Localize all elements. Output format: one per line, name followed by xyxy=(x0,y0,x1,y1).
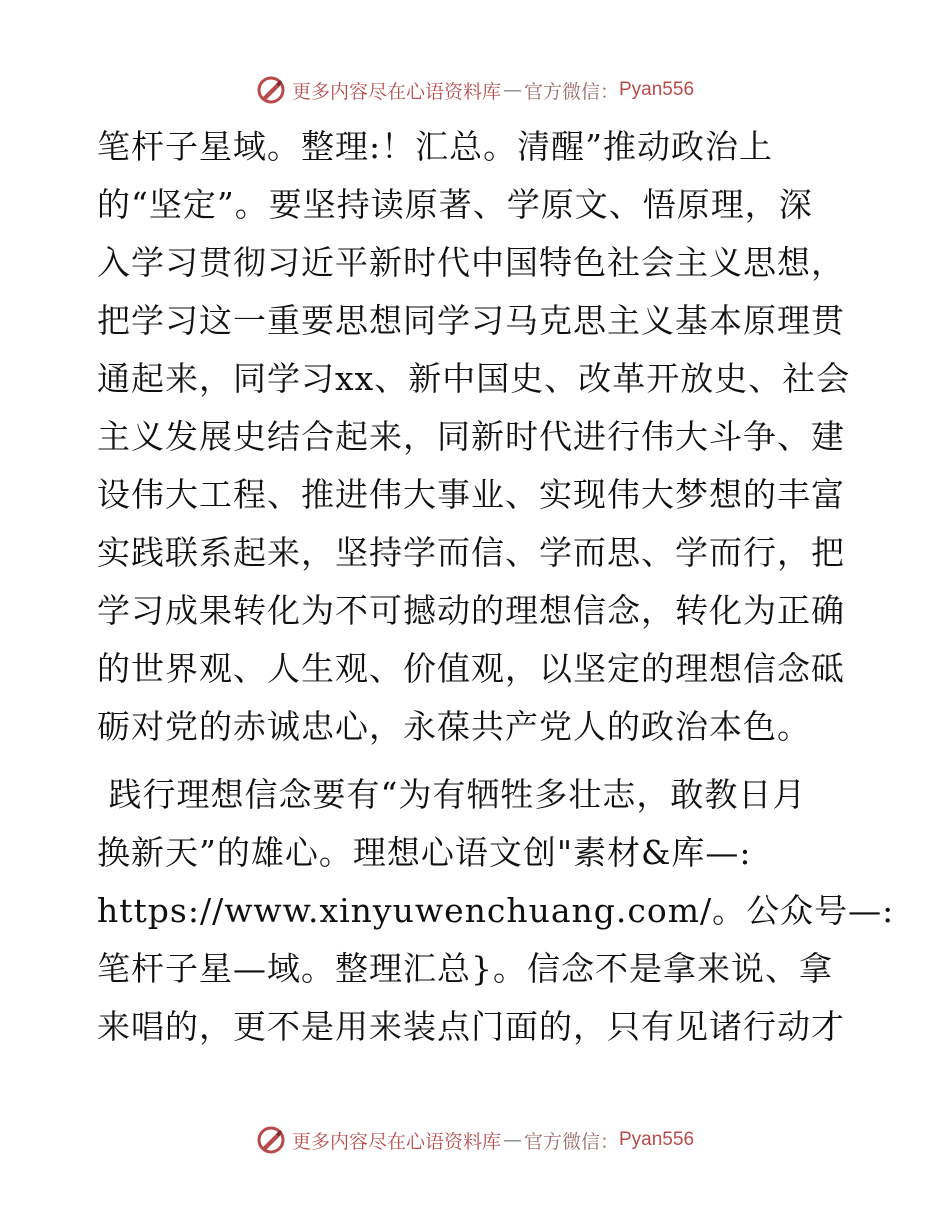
text-line: 的世界观、人生观、价值观，以坚定的理想信念砥 xyxy=(97,649,845,688)
text-line: 入学习贯彻习近平新时代中国特色社会主义思想， xyxy=(97,243,845,282)
banner-site-text: 更多内容尽在心语资料库 xyxy=(291,1130,501,1153)
header-banner xyxy=(0,70,950,110)
text-line: 主义发展史结合起来，同新时代进行伟大斗争、建 xyxy=(97,417,845,456)
pen-logo-icon xyxy=(256,75,286,105)
text-line: 设伟大工程、推进伟大事业、实现伟大梦想的丰富 xyxy=(97,475,845,514)
text-line: 砺对党的赤诚忠心，永葆共产党人的政治本色。 xyxy=(97,707,811,746)
banner-site-text: 更多内容尽在心语资料库 xyxy=(291,80,501,103)
text-line: 笔杆子星域。整理:！汇总。清醒”推动政治上 xyxy=(97,127,773,166)
text-line: 的“坚定”。要坚持读原著、学原文、悟原理，深 xyxy=(97,185,813,224)
text-line: 笔杆子星—域。整理汇总}。信念不是拿来说、拿 xyxy=(97,949,833,988)
banner-separator: — xyxy=(502,1129,522,1151)
text-line: 把学习这一重要思想同学习马克思主义基本原理贯 xyxy=(97,301,845,340)
banner-wechat-label: 官方微信： xyxy=(523,80,619,103)
banner-handle: Pyan556 xyxy=(619,79,695,100)
pen-logo-icon xyxy=(256,1125,286,1155)
banner-separator: — xyxy=(502,79,522,101)
url-text-line: https://www.xinyuwenchuang.com/。公众号—: xyxy=(97,891,895,930)
text-line: 实践联系起来，坚持学而信、学而思、学而行，把 xyxy=(97,533,845,572)
banner-wechat-label: 官方微信： xyxy=(523,1130,619,1153)
text-line: 通起来，同学习xx、新中国史、改革开放史、社会 xyxy=(97,359,851,398)
footer-banner xyxy=(0,1120,950,1160)
paragraph-spacer xyxy=(97,756,867,766)
paragraph-2 xyxy=(97,766,895,1056)
paragraph-1 xyxy=(97,118,867,756)
text-line: 来唱的，更不是用来装点门面的，只有见诸行动才 xyxy=(97,1007,845,1046)
text-line: 学习成果转化为不可撼动的理想信念，转化为正确 xyxy=(97,591,845,630)
document-body xyxy=(97,118,895,1056)
text-line: 践行理想信念要有“为有牺牲多壮志，敢教日月 xyxy=(97,775,807,814)
text-line: 换新天”的雄心。理想心语文创"素材&库—: xyxy=(97,833,752,872)
banner-handle: Pyan556 xyxy=(619,1129,695,1150)
